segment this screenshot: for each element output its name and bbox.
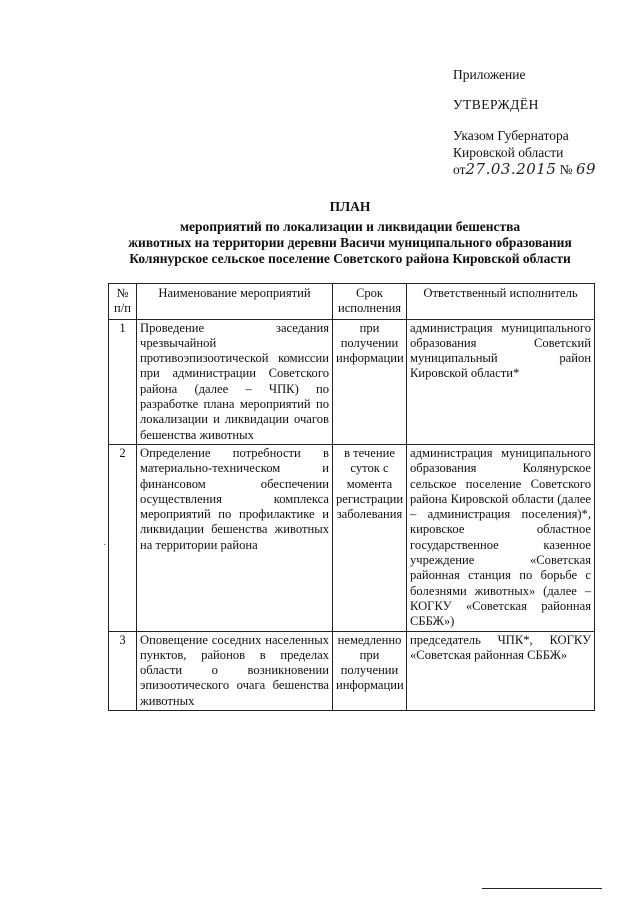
- row-activity: Оповещение соседних населенных пунктов, районов в пределах области о возникновении эпизоотического очага бешенства животных: [137, 631, 333, 710]
- header-term: Срок исполнения: [333, 284, 407, 320]
- row-term: в течение суток с момента регистрации заболевания: [333, 444, 407, 631]
- row-activity: Проведение заседания чрезвычайной противоэпизоотической комиссии при администрации Советского района (далее – ЧПК) по разработке плана мероприятий по локализации и ликвидации очагов бешенства животных: [137, 319, 333, 444]
- date-prefix: от: [453, 162, 466, 177]
- row-num: 3: [109, 631, 137, 710]
- appendix-label: Приложение: [453, 67, 526, 82]
- table-row: [109, 319, 595, 444]
- date-handwritten: 27.03.2015: [465, 160, 557, 178]
- plan-subtitle-line-3: Колянурское сельское поселение Советского района Кировской области: [129, 251, 571, 266]
- header-exec: Ответственный исполнитель: [407, 284, 595, 320]
- table-row: [109, 631, 595, 710]
- row-term: при получении информации: [333, 319, 407, 444]
- plan-subtitle-line-2: животных на территории деревни Васичи муниципального образования: [128, 235, 572, 250]
- row-num: 2: [109, 444, 137, 631]
- decree-line-2: Кировской области: [453, 145, 564, 160]
- plan-title: ПЛАН: [329, 199, 371, 214]
- number-handwritten: 69: [576, 160, 597, 178]
- row-term: немедленно при получении информации: [333, 631, 407, 710]
- plan-subtitle-line-1: мероприятий по локализации и ликвидации бешенства: [179, 219, 521, 234]
- row-executor: администрация муниципального образования Советский муниципальный район Кировской области*: [407, 319, 595, 444]
- decree-line-1: Указом Губернатора: [453, 128, 569, 143]
- plan-table: [108, 283, 595, 711]
- table-header-row: [109, 284, 595, 320]
- row-executor: администрация муниципального образования Колянурское сельское поселение Советского района Кировской области (далее – администрация поселения)*, кировское областное государственное казенное учреждение «Советская районная станция по борьбе с болезнями животных» (далее – КОГКУ «Советская районная СББЖ»): [407, 444, 595, 631]
- row-activity: Определение потребности в материально-техническом и финансовом обеспечении осуществления комплекса мероприятий по профилактике и ликвидации бешенства животных на территории района: [137, 444, 333, 631]
- header-num: № п/п: [109, 284, 137, 320]
- number-sign: №: [559, 162, 573, 177]
- decree-date-line: [453, 161, 596, 178]
- footnote-rule: [482, 888, 602, 889]
- approved-label: УТВЕРЖДЁН: [453, 97, 539, 112]
- table-row: [109, 444, 595, 631]
- scan-speck: ·: [103, 540, 107, 551]
- row-num: 1: [109, 319, 137, 444]
- row-executor: председатель ЧПК*, КОГКУ «Советская районная СББЖ»: [407, 631, 595, 710]
- header-name: Наименование мероприятий: [137, 284, 333, 320]
